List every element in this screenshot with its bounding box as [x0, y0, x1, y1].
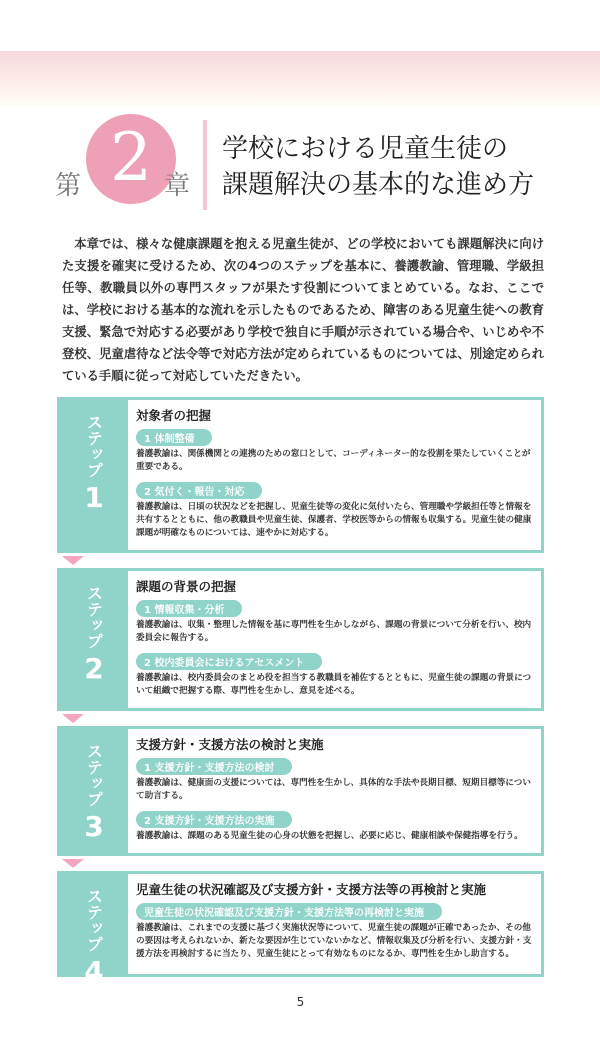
down-arrow-icon	[62, 714, 84, 723]
chapter-suffix: 章	[164, 171, 191, 201]
step-number: 4	[84, 955, 104, 988]
step-4-box	[57, 871, 544, 988]
intro-paragraph: 本章では、様々な健康課題を抱える児童生徒が、どの学校においても課題解決に向けた支援を確実に受けるため、次の4つのステップを基本に、養護教諭、管理職、学級担任等、教職員以外の専門スタッフが果たす役割についてまとめている。なお、ここでは、学校における基本的な流れを示したものであるため、障害のある児童生徒への教育支援、緊急で対応する必要があり学校で独自に手順が示されている場合や、いじめや不登校、児童虐待など法令等で対応方法が定められているものについては、別途定められている手順に従って対応していただきたい。	[62, 237, 544, 383]
substep-pill: 1 情報収集・分析	[136, 600, 242, 617]
step-heading: 支援方針・支援方法の検討と実施	[136, 737, 324, 752]
step-label-text: ステップ	[84, 888, 104, 952]
step-content	[136, 874, 541, 974]
substep-pill: 2 支援方針・支援方法の実施	[136, 811, 292, 828]
step-label-text: ステップ	[84, 414, 104, 478]
chapter-number-badge: 2	[86, 114, 176, 204]
step-heading: 児童生徒の状況確認及び支援方針・支援方法等の再検討と実施	[136, 882, 487, 897]
down-arrow-icon	[62, 859, 84, 868]
substep-text: 養護教諭は、関係機関との連携のための窓口として、コーディネーター的な役割を果たしていくことが重要である。	[136, 449, 531, 472]
steps-list	[57, 397, 544, 988]
step-number: 1	[84, 481, 104, 514]
step-label-text: ステップ	[84, 585, 104, 649]
step-2-box	[57, 568, 544, 711]
title-line-2: 課題解決の基本的な進め方	[222, 170, 535, 200]
step-4-label	[60, 874, 128, 988]
step-heading: 課題の背景の把握	[136, 579, 237, 594]
substep-text: 養護教諭は、収集・整理した情報を基に専門性を生かしながら、課題の背景について分析を行い、校内委員会に報告する。	[136, 620, 532, 643]
step-number: 3	[84, 810, 104, 843]
substep-pill: 児童生徒の状況確認及び支援方針・支援方法等の再検討と実施	[136, 903, 442, 920]
step-content	[136, 729, 541, 853]
step-label-text: ステップ	[84, 743, 104, 807]
substep-pill: 1 体制整備	[136, 429, 212, 446]
substep-text: 養護教諭は、日頃の状況などを把握し、児童生徒等の変化に気付いたら、管理職や学級担任等と情報を共有するとともに、他の教職員や児童生徒、保護者、学校医等からの情報も収集する。児童生徒の健康課題が明確なものについては、速やかに対応する。	[136, 502, 532, 538]
title-line-1: 学校における児童生徒の	[222, 134, 509, 164]
step-content	[136, 571, 541, 708]
substep-text: 養護教諭は、健康面の支援については、専門性を生かし、具体的な手法や長期目標、短期目標等について助言する。	[136, 778, 531, 801]
chapter-prefix: 第	[55, 171, 82, 201]
substep-pill: 2 校内委員会におけるアセスメント	[136, 653, 322, 670]
step-2-label	[60, 571, 128, 708]
step-3-label	[60, 729, 128, 853]
step-heading: 対象者の把握	[136, 408, 212, 423]
substep-text: 養護教諭は、課題のある児童生徒の心身の状態を把握し、必要に応じ、健康相談や保健指導を行う。	[136, 831, 523, 841]
down-arrow-icon	[62, 556, 84, 565]
substep-pill: 2 気付く・報告・対応	[136, 482, 262, 499]
substep-text: 養護教諭は、校内委員会のまとめ役を担当する教職員を補佐するとともに、児童生徒の課題の背景について組織で把握する際、専門性を生かし、意見を述べる。	[136, 673, 532, 696]
substep-text: 養護教諭は、これまでの支援に基づく実施状況等について、児童生徒の課題が正確であったか、その他の要因は考えられないか、新たな要因が生じていないかなど、情報収集及び分析を行い、支援方針・支援方法を再検討するに当たり、児童生徒にとって有効なものになるか、専門性を生かし助言する。	[136, 923, 532, 959]
page-number: 5	[296, 995, 305, 1009]
step-number: 2	[84, 652, 104, 685]
step-1-box	[57, 397, 544, 553]
step-content	[136, 400, 541, 550]
substep-pill: 1 支援方針・支援方法の検討	[136, 758, 292, 775]
step-3-box	[57, 726, 544, 856]
step-1-label	[60, 400, 128, 550]
